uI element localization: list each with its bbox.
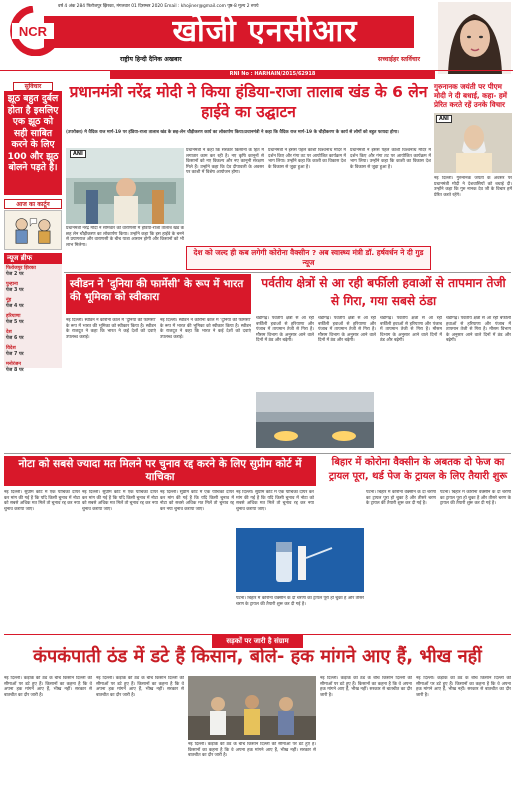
bihar-body-col2: पटना। बिहार में कोरोना वैक्सीन के दो चरणों का ट्रायल पूरा हो चुका है और तीसरे चरण के ट्रायल की तैयारी शुरू कर दी गई है। [440,490,511,507]
lead-body-col1: प्रधानमंत्री नरेंद्र मोदी ने सोमवार को वाराणसी में हंडिया-राजा तालाब खंड के छह लेन चौड़ीकरण का लोकार्पण किया। उन्होंने कहा कि इस हाईवे के बनने से प्रयागराज और वाराणसी के बीच यात्रा आसान होगी और किसानों को भी लाभ मिलेगा। [66,226,184,248]
news-brief-list [4,264,62,373]
section-divider [64,272,511,273]
news-brief-item: नूंह पेज 4 पर [6,298,24,309]
farmers-body-col3: नई दिल्ली। कड़ाके की ठंड के बीच किसान दिल्ली की सीमाओं पर डटे हुए हैं। किसानों का कहना है कि वे अपना हक मांगने आए हैं, भीख नहीं। सरकार से बातचीत का दौर जारी है। [188,742,316,759]
nota-body-col1: नई दिल्ली। सुप्रीम कोर्ट में एक याचिका दायर कर मांग की गई है कि यदि किसी चुनाव में नोटा को सबसे अधिक मत मिलें तो चुनाव रद्द कर नया चुनाव कराया जाए। [4,490,80,512]
cartoon-title: आज का कार्टून [4,199,62,209]
weather-photo [256,392,374,448]
farmers-headline: कंपकंपाती ठंड में डटे हैं किसान, बोले- हक मांगने आए हैं, भीख नहीं [33,646,482,667]
farmers-kicker: सड़कों पर जारी है संग्राम [212,635,302,648]
lead-body-col3: प्रधानमंत्री ने इससे पहले काशी विश्वनाथ मंदिर में दर्शन किए और गंगा तट पर आयोजित कार्यक्रम में भाग लिया। उन्होंने कहा कि काशी का विकास देश के विकास से जुड़ा हुआ है। [268,148,346,170]
farmers-photo [188,676,316,740]
section-divider [4,453,511,454]
sweden-headline: स्वीडन ने 'दुनिया की फार्मेसी' के रूप में भारत की भूमिका को स्वीकारा [66,274,251,314]
news-brief-item: पुन्हाना पेज 3 पर [6,282,24,293]
weather-headline: पर्वतीय क्षेत्रों से आ रही बर्फीली हवाओं से तापमान तेजी से गिरा, गया सबसे ठंडा [261,276,506,308]
weather-body-col2: चंडीगढ़। पर्वतीय क्षेत्रों से आ रही बर्फीली हवाओं से हरियाणा और पंजाब में तापमान तेजी से गिरा है। मौसम विभाग के अनुसार आने वाले दिनों में ठंड और बढ़ेगी। [318,316,376,344]
guru-photo-credit: ANI [436,115,452,123]
news-brief-item: मनोरंजन पेज 8 पर [6,362,24,373]
vaccine-box [186,246,431,270]
registration-number: RNI No : HARHAIN/2015/62918 [110,70,435,79]
issue-line: वर्ष 4 अंक 284 फिरोजपुर झिरका, मंगलवार 01 दिसम्बर 2020 Email : khojiner@gmail.com पृष्ठ-8 मूल्य 2 रुपये [58,4,259,9]
nota-body-col4: नई दिल्ली। सुप्रीम कोर्ट में एक याचिका दायर कर मांग की गई है कि यदि किसी चुनाव में नोटा को सबसे अधिक मत मिलें तो चुनाव रद्द कर नया चुनाव कराया जाए। [236,490,314,512]
nota-body-col2: नई दिल्ली। सुप्रीम कोर्ट में एक याचिका दायर कर मांग की गई है कि यदि किसी चुनाव में नोटा को सबसे अधिक मत मिलें तो चुनाव रद्द कर नया चुनाव कराया जाए। [82,490,158,512]
lead-body-col4: प्रधानमंत्री ने इससे पहले काशी विश्वनाथ मंदिर में दर्शन किए और गंगा तट पर आयोजित कार्यक्रम में भाग लिया। उन्होंने कहा कि काशी का विकास देश के विकास से जुड़ा हुआ है। [350,148,431,170]
farmers-body-col2: नई दिल्ली। कड़ाके की ठंड के बीच किसान दिल्ली की सीमाओं पर डटे हुए हैं। किसानों का कहना है कि वे अपना हक मांगने आए हैं, भीख नहीं। सरकार से बातचीत का दौर जारी है। [96,676,184,698]
thought-quote: झूठ बहुत दुर्बल होता है इसलिए एक झूठ को सही साबित करने के लिए 100 और झूठ बोलने पड़ते है। [4,91,62,195]
weather-body-col1: चंडीगढ़। पर्वतीय क्षेत्रों से आ रही बर्फीली हवाओं से हरियाणा और पंजाब में तापमान तेजी से गिरा है। मौसम विभाग के अनुसार आने वाले दिनों में ठंड और बढ़ेगी। [256,316,314,344]
lead-photo [66,148,184,224]
left-sidebar [4,82,62,382]
bihar-body-col1: पटना। बिहार में कोरोना वैक्सीन के दो चरणों का ट्रायल पूरा हो चुका है और तीसरे चरण के ट्रायल की तैयारी शुरू कर दी गई है। [366,490,436,507]
bihar-headline: बिहार में कोरोना वैक्सीन के अबतक दो फेज का ट्रायल पूरा, थर्ड पेज के ट्रायल के लिए तैयारी शुरू [328,457,508,482]
weather-body-col3: चंडीगढ़। पर्वतीय क्षेत्रों से आ रही बर्फीली हवाओं से हरियाणा और पंजाब में तापमान तेजी से गिरा है। मौसम विभाग के अनुसार आने वाले दिनों में ठंड और बढ़ेगी। [380,316,442,344]
news-brief-item: फिरोजपुर झिरका पेज 2 पर [6,266,36,277]
sweden-body-col1: नई दिल्ली। स्वीडन ने कोरोना काल में 'दुनिया की फार्मेसी' के रूप में भारत की भूमिका को स्वीकार किया है। स्वीडन के राजदूत ने कहा कि भारत ने कई देशों को दवाएं उपलब्ध कराई। [66,318,156,340]
news-brief-title: न्यूज ब्रीफ [4,253,62,264]
lead-body-col2: प्रधानमंत्री ने कहा कि सरकार किसानों के हित में लगातार काम कर रही है। नए कृषि कानूनों से किसानों को नए विकल्प और नए कानूनी संरक्षण मिले हैं। उन्होंने कहा कि देव दीपावली के अवसर पर काशी में विशेष आयोजन होगा। [186,148,264,176]
nota-headline: नोटा को सबसे ज्यादा मत मिलने पर चुनाव रद्द करने के लिए सुप्रीम कोर्ट में याचिका [4,456,316,486]
sweden-body-col2: नई दिल्ली। स्वीडन ने कोरोना काल में 'दुनिया की फार्मेसी' के रूप में भारत की भूमिका को स्वीकार किया है। स्वीडन के राजदूत ने कहा कि भारत ने कई देशों को दवाएं उपलब्ध कराई। [160,318,251,340]
news-brief-item: विदेश पेज 7 पर [6,346,24,357]
bihar-vaccine-photo [236,528,364,592]
cartoon-image [4,210,62,250]
bihar-body-col3: पटना। बिहार में कोरोना वैक्सीन के दो चरणों का ट्रायल पूरा हो चुका है और तीसरे चरण के ट्रायल की तैयारी शुरू कर दी गई है। [236,596,364,607]
farmers-body-col4: नई दिल्ली। कड़ाके की ठंड के बीच किसान दिल्ली की सीमाओं पर डटे हुए हैं। किसानों का कहना है कि वे अपना हक मांगने आए हैं, भीख नहीं। सरकार से बातचीत का दौर जारी है। [320,676,412,698]
lead-deck: (उपरोक्त) मे वैदिक राज मार्ग-19 पर हंडिया-राजा तालाब खंड के छह-लेन चौड़ीकरण कार्य का लोकार्पण किया।प्रधानमंत्री ने कहा कि वैदिक राज मार्ग-19 के चौड़ीकरण के कार्य से लोगों को बहुत फायदा होगा। [66,130,399,135]
thought-badge: सुविचार [13,82,53,91]
news-brief-item: हरियाणा पेज 5 पर [6,314,24,325]
guru-body: नई दिल्ली। गुरुनानक जयंती के अवसर पर प्रधानमंत्री मोदी ने देशवासियों को बधाई दी। उन्होंने कहा कि गुरु नानक देव जी के विचार हमें प्रेरित करते रहेंगे। [434,176,512,198]
lead-headline: प्रधानमंत्री नरेंद्र मोदी ने किया हंडिया-राजा तालाब खंड के 6 लेन हाईवे का उद्घाटन [69,83,428,121]
ncr-logo [4,6,62,56]
lead-photo-credit: ANI [70,150,86,158]
tagline-right: सच्चाईहर स्तर्विचार [377,56,420,63]
newspaper-title: खोजी एनसीआर [172,14,358,49]
tagline [120,54,420,66]
masthead-portrait [438,2,511,74]
farmers-body-col5: नई दिल्ली। कड़ाके की ठंड के बीच किसान दिल्ली की सीमाओं पर डटे हुए हैं। किसानों का कहना है कि वे अपना हक मांगने आए हैं, भीख नहीं। सरकार से बातचीत का दौर जारी है। [416,676,511,698]
farmers-body-col1: नई दिल्ली। कड़ाके की ठंड के बीच किसान दिल्ली की सीमाओं पर डटे हुए हैं। किसानों का कहना है कि वे अपना हक मांगने आए हैं, भीख नहीं। सरकार से बातचीत का दौर जारी है। [4,676,92,698]
guru-headline: गुरुनानक जयंती पर पीएम मोदी ने दी बधाई, कहा- हमें प्रेरित करते रहें उनके विचार [434,82,507,110]
weather-body-col4: चंडीगढ़। पर्वतीय क्षेत्रों से आ रही बर्फीली हवाओं से हरियाणा और पंजाब में तापमान तेजी से गिरा है। मौसम विभाग के अनुसार आने वाले दिनों में ठंड और बढ़ेगी। [446,316,511,344]
svg-text:NCR: NCR [18,24,48,39]
news-brief-item: देश पेज 6 पर [6,330,24,341]
vaccine-headline: देश को जल्द ही कब लगेगी कोरोना वैक्सीन ? अब स्वास्थ्य मंत्री डॉ. हर्षवर्धन ने दी गुड न्यूज [193,248,424,267]
tagline-left: राष्ट्रीय हिन्दी दैनिक अखबार [120,56,182,63]
nota-body-col3: नई दिल्ली। सुप्रीम कोर्ट में एक याचिका दायर कर मांग की गई है कि यदि किसी चुनाव में नोटा को सबसे अधिक मत मिलें तो चुनाव रद्द कर नया चुनाव कराया जाए। [160,490,234,512]
farmers-kicker-row [4,628,511,645]
